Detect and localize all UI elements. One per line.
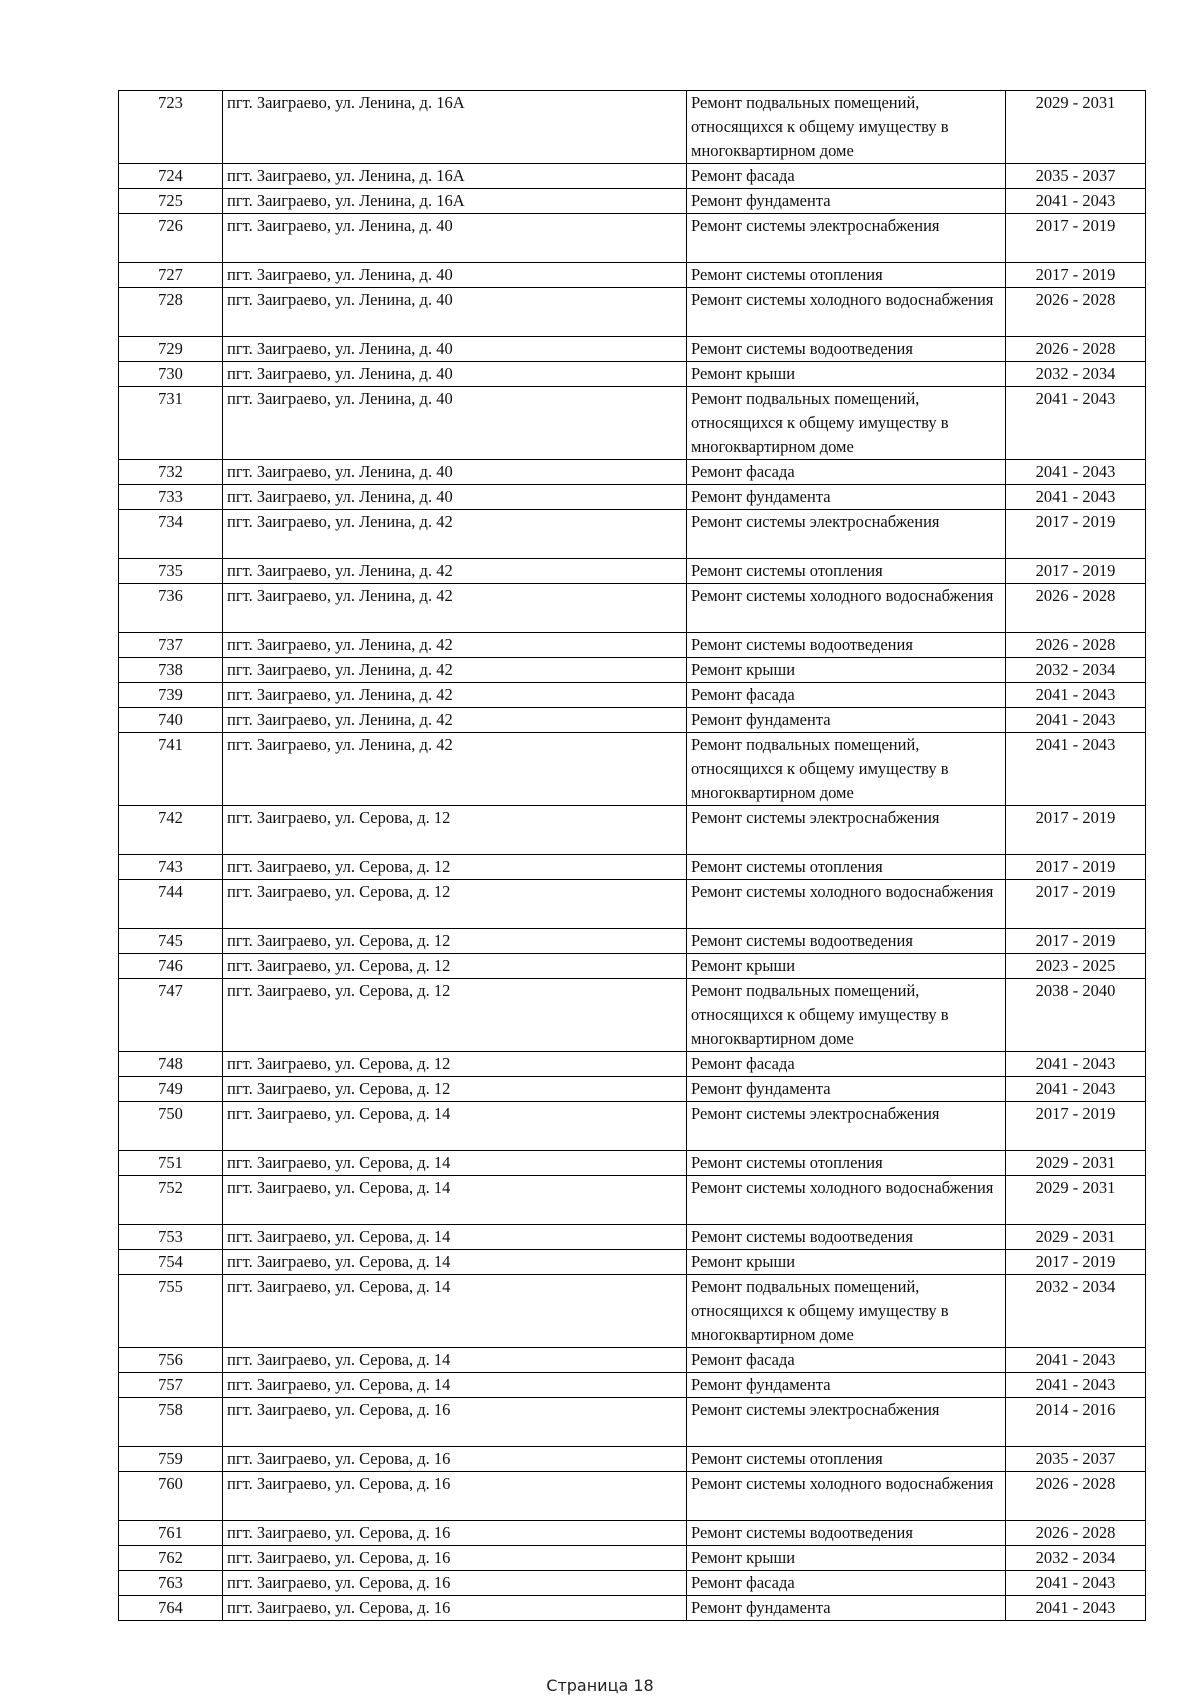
work-type-cell: Ремонт подвальных помещений, относящихся к общему имуществу в многоквартирном доме [687, 979, 1006, 1052]
address-cell: пгт. Заиграево, ул. Серова, д. 12 [223, 1052, 687, 1077]
address-cell: пгт. Заиграево, ул. Серова, д. 12 [223, 954, 687, 979]
period-cell: 2041 - 2043 [1006, 189, 1146, 214]
period-cell: 2017 - 2019 [1006, 855, 1146, 880]
period-cell: 2041 - 2043 [1006, 1348, 1146, 1373]
period-cell: 2026 - 2028 [1006, 1472, 1146, 1521]
period-cell: 2017 - 2019 [1006, 929, 1146, 954]
table-row [119, 1546, 1146, 1571]
address-cell: пгт. Заиграево, ул. Ленина, д. 40 [223, 387, 687, 460]
period-cell: 2032 - 2034 [1006, 362, 1146, 387]
work-type-cell: Ремонт фундамента [687, 1077, 1006, 1102]
address-cell: пгт. Заиграево, ул. Ленина, д. 40 [223, 485, 687, 510]
period-cell: 2017 - 2019 [1006, 806, 1146, 855]
period-cell: 2026 - 2028 [1006, 1521, 1146, 1546]
period-cell: 2026 - 2028 [1006, 584, 1146, 633]
table-row [119, 1521, 1146, 1546]
table-row [119, 1398, 1146, 1447]
period-cell: 2017 - 2019 [1006, 263, 1146, 288]
address-cell: пгт. Заиграево, ул. Ленина, д. 42 [223, 559, 687, 584]
table-row [119, 1275, 1146, 1348]
period-cell: 2026 - 2028 [1006, 337, 1146, 362]
table-row [119, 584, 1146, 633]
period-cell: 2026 - 2028 [1006, 633, 1146, 658]
period-cell: 2041 - 2043 [1006, 1052, 1146, 1077]
row-number-cell: 739 [119, 683, 223, 708]
row-number-cell: 752 [119, 1176, 223, 1225]
period-cell: 2017 - 2019 [1006, 559, 1146, 584]
address-cell: пгт. Заиграево, ул. Серова, д. 12 [223, 1077, 687, 1102]
table-row [119, 929, 1146, 954]
work-type-cell: Ремонт системы электроснабжения [687, 510, 1006, 559]
period-cell: 2014 - 2016 [1006, 1398, 1146, 1447]
work-type-cell: Ремонт фундамента [687, 485, 1006, 510]
period-cell: 2041 - 2043 [1006, 1373, 1146, 1398]
period-cell: 2029 - 2031 [1006, 91, 1146, 164]
table-row [119, 1447, 1146, 1472]
table-row [119, 1571, 1146, 1596]
table-row [119, 1596, 1146, 1621]
row-number-cell: 751 [119, 1151, 223, 1176]
period-cell: 2017 - 2019 [1006, 1250, 1146, 1275]
row-number-cell: 746 [119, 954, 223, 979]
row-number-cell: 758 [119, 1398, 223, 1447]
row-number-cell: 724 [119, 164, 223, 189]
address-cell: пгт. Заиграево, ул. Ленина, д. 42 [223, 733, 687, 806]
work-type-cell: Ремонт подвальных помещений, относящихся к общему имуществу в многоквартирном доме [687, 733, 1006, 806]
work-type-cell: Ремонт системы холодного водоснабжения [687, 880, 1006, 929]
table-row [119, 91, 1146, 164]
address-cell: пгт. Заиграево, ул. Серова, д. 16 [223, 1472, 687, 1521]
work-type-cell: Ремонт фундамента [687, 1373, 1006, 1398]
address-cell: пгт. Заиграево, ул. Ленина, д. 42 [223, 584, 687, 633]
work-type-cell: Ремонт системы водоотведения [687, 1521, 1006, 1546]
work-type-cell: Ремонт системы электроснабжения [687, 1398, 1006, 1447]
table-row [119, 1472, 1146, 1521]
work-type-cell: Ремонт крыши [687, 954, 1006, 979]
row-number-cell: 749 [119, 1077, 223, 1102]
address-cell: пгт. Заиграево, ул. Ленина, д. 16А [223, 91, 687, 164]
table-body [119, 91, 1146, 1621]
period-cell: 2017 - 2019 [1006, 1102, 1146, 1151]
work-type-cell: Ремонт системы отопления [687, 1447, 1006, 1472]
table-row [119, 855, 1146, 880]
table-row [119, 880, 1146, 929]
work-type-cell: Ремонт фундамента [687, 1596, 1006, 1621]
table-row [119, 460, 1146, 485]
row-number-cell: 753 [119, 1225, 223, 1250]
work-type-cell: Ремонт подвальных помещений, относящихся к общему имуществу в многоквартирном доме [687, 91, 1006, 164]
row-number-cell: 750 [119, 1102, 223, 1151]
table-row [119, 1102, 1146, 1151]
row-number-cell: 748 [119, 1052, 223, 1077]
period-cell: 2038 - 2040 [1006, 979, 1146, 1052]
address-cell: пгт. Заиграево, ул. Ленина, д. 16А [223, 164, 687, 189]
table-row [119, 263, 1146, 288]
address-cell: пгт. Заиграево, ул. Серова, д. 14 [223, 1250, 687, 1275]
row-number-cell: 763 [119, 1571, 223, 1596]
table-row [119, 510, 1146, 559]
period-cell: 2032 - 2034 [1006, 658, 1146, 683]
table-row [119, 1077, 1146, 1102]
period-cell: 2041 - 2043 [1006, 485, 1146, 510]
work-type-cell: Ремонт системы отопления [687, 263, 1006, 288]
period-cell: 2041 - 2043 [1006, 683, 1146, 708]
row-number-cell: 736 [119, 584, 223, 633]
address-cell: пгт. Заиграево, ул. Серова, д. 14 [223, 1373, 687, 1398]
work-type-cell: Ремонт фасада [687, 460, 1006, 485]
table-row [119, 733, 1146, 806]
row-number-cell: 756 [119, 1348, 223, 1373]
period-cell: 2041 - 2043 [1006, 1571, 1146, 1596]
work-type-cell: Ремонт системы водоотведения [687, 1225, 1006, 1250]
table-row [119, 337, 1146, 362]
row-number-cell: 759 [119, 1447, 223, 1472]
row-number-cell: 728 [119, 288, 223, 337]
row-number-cell: 731 [119, 387, 223, 460]
work-type-cell: Ремонт фасада [687, 1052, 1006, 1077]
work-type-cell: Ремонт подвальных помещений, относящихся к общему имуществу в многоквартирном доме [687, 1275, 1006, 1348]
row-number-cell: 745 [119, 929, 223, 954]
address-cell: пгт. Заиграево, ул. Ленина, д. 42 [223, 510, 687, 559]
row-number-cell: 737 [119, 633, 223, 658]
row-number-cell: 755 [119, 1275, 223, 1348]
table-row [119, 164, 1146, 189]
work-type-cell: Ремонт крыши [687, 362, 1006, 387]
period-cell: 2023 - 2025 [1006, 954, 1146, 979]
address-cell: пгт. Заиграево, ул. Серова, д. 16 [223, 1521, 687, 1546]
work-type-cell: Ремонт системы водоотведения [687, 337, 1006, 362]
row-number-cell: 760 [119, 1472, 223, 1521]
work-type-cell: Ремонт системы отопления [687, 1151, 1006, 1176]
work-type-cell: Ремонт крыши [687, 1250, 1006, 1275]
row-number-cell: 747 [119, 979, 223, 1052]
work-type-cell: Ремонт фасада [687, 1348, 1006, 1373]
address-cell: пгт. Заиграево, ул. Серова, д. 12 [223, 979, 687, 1052]
period-cell: 2026 - 2028 [1006, 288, 1146, 337]
address-cell: пгт. Заиграево, ул. Серова, д. 14 [223, 1275, 687, 1348]
period-cell: 2041 - 2043 [1006, 733, 1146, 806]
row-number-cell: 743 [119, 855, 223, 880]
row-number-cell: 757 [119, 1373, 223, 1398]
work-type-cell: Ремонт системы водоотведения [687, 929, 1006, 954]
address-cell: пгт. Заиграево, ул. Ленина, д. 40 [223, 214, 687, 263]
table-row [119, 1151, 1146, 1176]
row-number-cell: 762 [119, 1546, 223, 1571]
address-cell: пгт. Заиграево, ул. Серова, д. 12 [223, 855, 687, 880]
period-cell: 2032 - 2034 [1006, 1546, 1146, 1571]
address-cell: пгт. Заиграево, ул. Серова, д. 14 [223, 1176, 687, 1225]
address-cell: пгт. Заиграево, ул. Серова, д. 14 [223, 1348, 687, 1373]
table-row [119, 387, 1146, 460]
address-cell: пгт. Заиграево, ул. Ленина, д. 42 [223, 683, 687, 708]
work-type-cell: Ремонт системы холодного водоснабжения [687, 1176, 1006, 1225]
work-type-cell: Ремонт крыши [687, 1546, 1006, 1571]
table-row [119, 189, 1146, 214]
period-cell: 2041 - 2043 [1006, 460, 1146, 485]
row-number-cell: 725 [119, 189, 223, 214]
row-number-cell: 742 [119, 806, 223, 855]
period-cell: 2041 - 2043 [1006, 387, 1146, 460]
table-row [119, 633, 1146, 658]
table-row [119, 683, 1146, 708]
row-number-cell: 754 [119, 1250, 223, 1275]
address-cell: пгт. Заиграево, ул. Серова, д. 12 [223, 806, 687, 855]
period-cell: 2017 - 2019 [1006, 510, 1146, 559]
table-row [119, 362, 1146, 387]
work-type-cell: Ремонт системы холодного водоснабжения [687, 288, 1006, 337]
address-cell: пгт. Заиграево, ул. Серова, д. 16 [223, 1398, 687, 1447]
table-row [119, 288, 1146, 337]
address-cell: пгт. Заиграево, ул. Ленина, д. 42 [223, 633, 687, 658]
period-cell: 2041 - 2043 [1006, 1596, 1146, 1621]
table-row [119, 1225, 1146, 1250]
address-cell: пгт. Заиграево, ул. Серова, д. 12 [223, 929, 687, 954]
address-cell: пгт. Заиграево, ул. Ленина, д. 42 [223, 658, 687, 683]
address-cell: пгт. Заиграево, ул. Серова, д. 16 [223, 1571, 687, 1596]
period-cell: 2017 - 2019 [1006, 214, 1146, 263]
row-number-cell: 732 [119, 460, 223, 485]
row-number-cell: 726 [119, 214, 223, 263]
address-cell: пгт. Заиграево, ул. Серова, д. 16 [223, 1596, 687, 1621]
table-row [119, 708, 1146, 733]
table-row [119, 658, 1146, 683]
work-type-cell: Ремонт системы отопления [687, 855, 1006, 880]
row-number-cell: 764 [119, 1596, 223, 1621]
period-cell: 2041 - 2043 [1006, 708, 1146, 733]
work-type-cell: Ремонт фундамента [687, 189, 1006, 214]
row-number-cell: 729 [119, 337, 223, 362]
address-cell: пгт. Заиграево, ул. Серова, д. 16 [223, 1546, 687, 1571]
table-row [119, 979, 1146, 1052]
period-cell: 2029 - 2031 [1006, 1151, 1146, 1176]
work-type-cell: Ремонт фасада [687, 1571, 1006, 1596]
address-cell: пгт. Заиграево, ул. Ленина, д. 40 [223, 288, 687, 337]
table-row [119, 1250, 1146, 1275]
address-cell: пгт. Заиграево, ул. Ленина, д. 40 [223, 263, 687, 288]
work-type-cell: Ремонт системы отопления [687, 559, 1006, 584]
address-cell: пгт. Заиграево, ул. Ленина, д. 40 [223, 362, 687, 387]
row-number-cell: 744 [119, 880, 223, 929]
row-number-cell: 761 [119, 1521, 223, 1546]
row-number-cell: 730 [119, 362, 223, 387]
table-row [119, 1052, 1146, 1077]
row-number-cell: 740 [119, 708, 223, 733]
address-cell: пгт. Заиграево, ул. Ленина, д. 40 [223, 337, 687, 362]
period-cell: 2035 - 2037 [1006, 1447, 1146, 1472]
row-number-cell: 723 [119, 91, 223, 164]
period-cell: 2032 - 2034 [1006, 1275, 1146, 1348]
repair-schedule-table [118, 90, 1146, 1621]
row-number-cell: 738 [119, 658, 223, 683]
period-cell: 2017 - 2019 [1006, 880, 1146, 929]
table-row [119, 485, 1146, 510]
work-type-cell: Ремонт фасада [687, 164, 1006, 189]
row-number-cell: 727 [119, 263, 223, 288]
address-cell: пгт. Заиграево, ул. Ленина, д. 16А [223, 189, 687, 214]
address-cell: пгт. Заиграево, ул. Серова, д. 14 [223, 1151, 687, 1176]
page-footer: Страница 18 [546, 1676, 654, 1695]
address-cell: пгт. Заиграево, ул. Серова, д. 14 [223, 1225, 687, 1250]
period-cell: 2041 - 2043 [1006, 1077, 1146, 1102]
table-row [119, 1176, 1146, 1225]
row-number-cell: 734 [119, 510, 223, 559]
address-cell: пгт. Заиграево, ул. Серова, д. 14 [223, 1102, 687, 1151]
table-row [119, 214, 1146, 263]
table-row [119, 559, 1146, 584]
work-type-cell: Ремонт системы водоотведения [687, 633, 1006, 658]
work-type-cell: Ремонт системы холодного водоснабжения [687, 584, 1006, 633]
work-type-cell: Ремонт системы электроснабжения [687, 1102, 1006, 1151]
address-cell: пгт. Заиграево, ул. Ленина, д. 40 [223, 460, 687, 485]
work-type-cell: Ремонт системы холодного водоснабжения [687, 1472, 1006, 1521]
work-type-cell: Ремонт системы электроснабжения [687, 214, 1006, 263]
work-type-cell: Ремонт фасада [687, 683, 1006, 708]
table-row [119, 806, 1146, 855]
address-cell: пгт. Заиграево, ул. Серова, д. 12 [223, 880, 687, 929]
period-cell: 2035 - 2037 [1006, 164, 1146, 189]
table-row [119, 954, 1146, 979]
work-type-cell: Ремонт подвальных помещений, относящихся к общему имуществу в многоквартирном доме [687, 387, 1006, 460]
table-row [119, 1348, 1146, 1373]
work-type-cell: Ремонт системы электроснабжения [687, 806, 1006, 855]
work-type-cell: Ремонт фундамента [687, 708, 1006, 733]
work-type-cell: Ремонт крыши [687, 658, 1006, 683]
table-row [119, 1373, 1146, 1398]
period-cell: 2029 - 2031 [1006, 1176, 1146, 1225]
address-cell: пгт. Заиграево, ул. Серова, д. 16 [223, 1447, 687, 1472]
row-number-cell: 733 [119, 485, 223, 510]
row-number-cell: 741 [119, 733, 223, 806]
period-cell: 2029 - 2031 [1006, 1225, 1146, 1250]
row-number-cell: 735 [119, 559, 223, 584]
address-cell: пгт. Заиграево, ул. Ленина, д. 42 [223, 708, 687, 733]
